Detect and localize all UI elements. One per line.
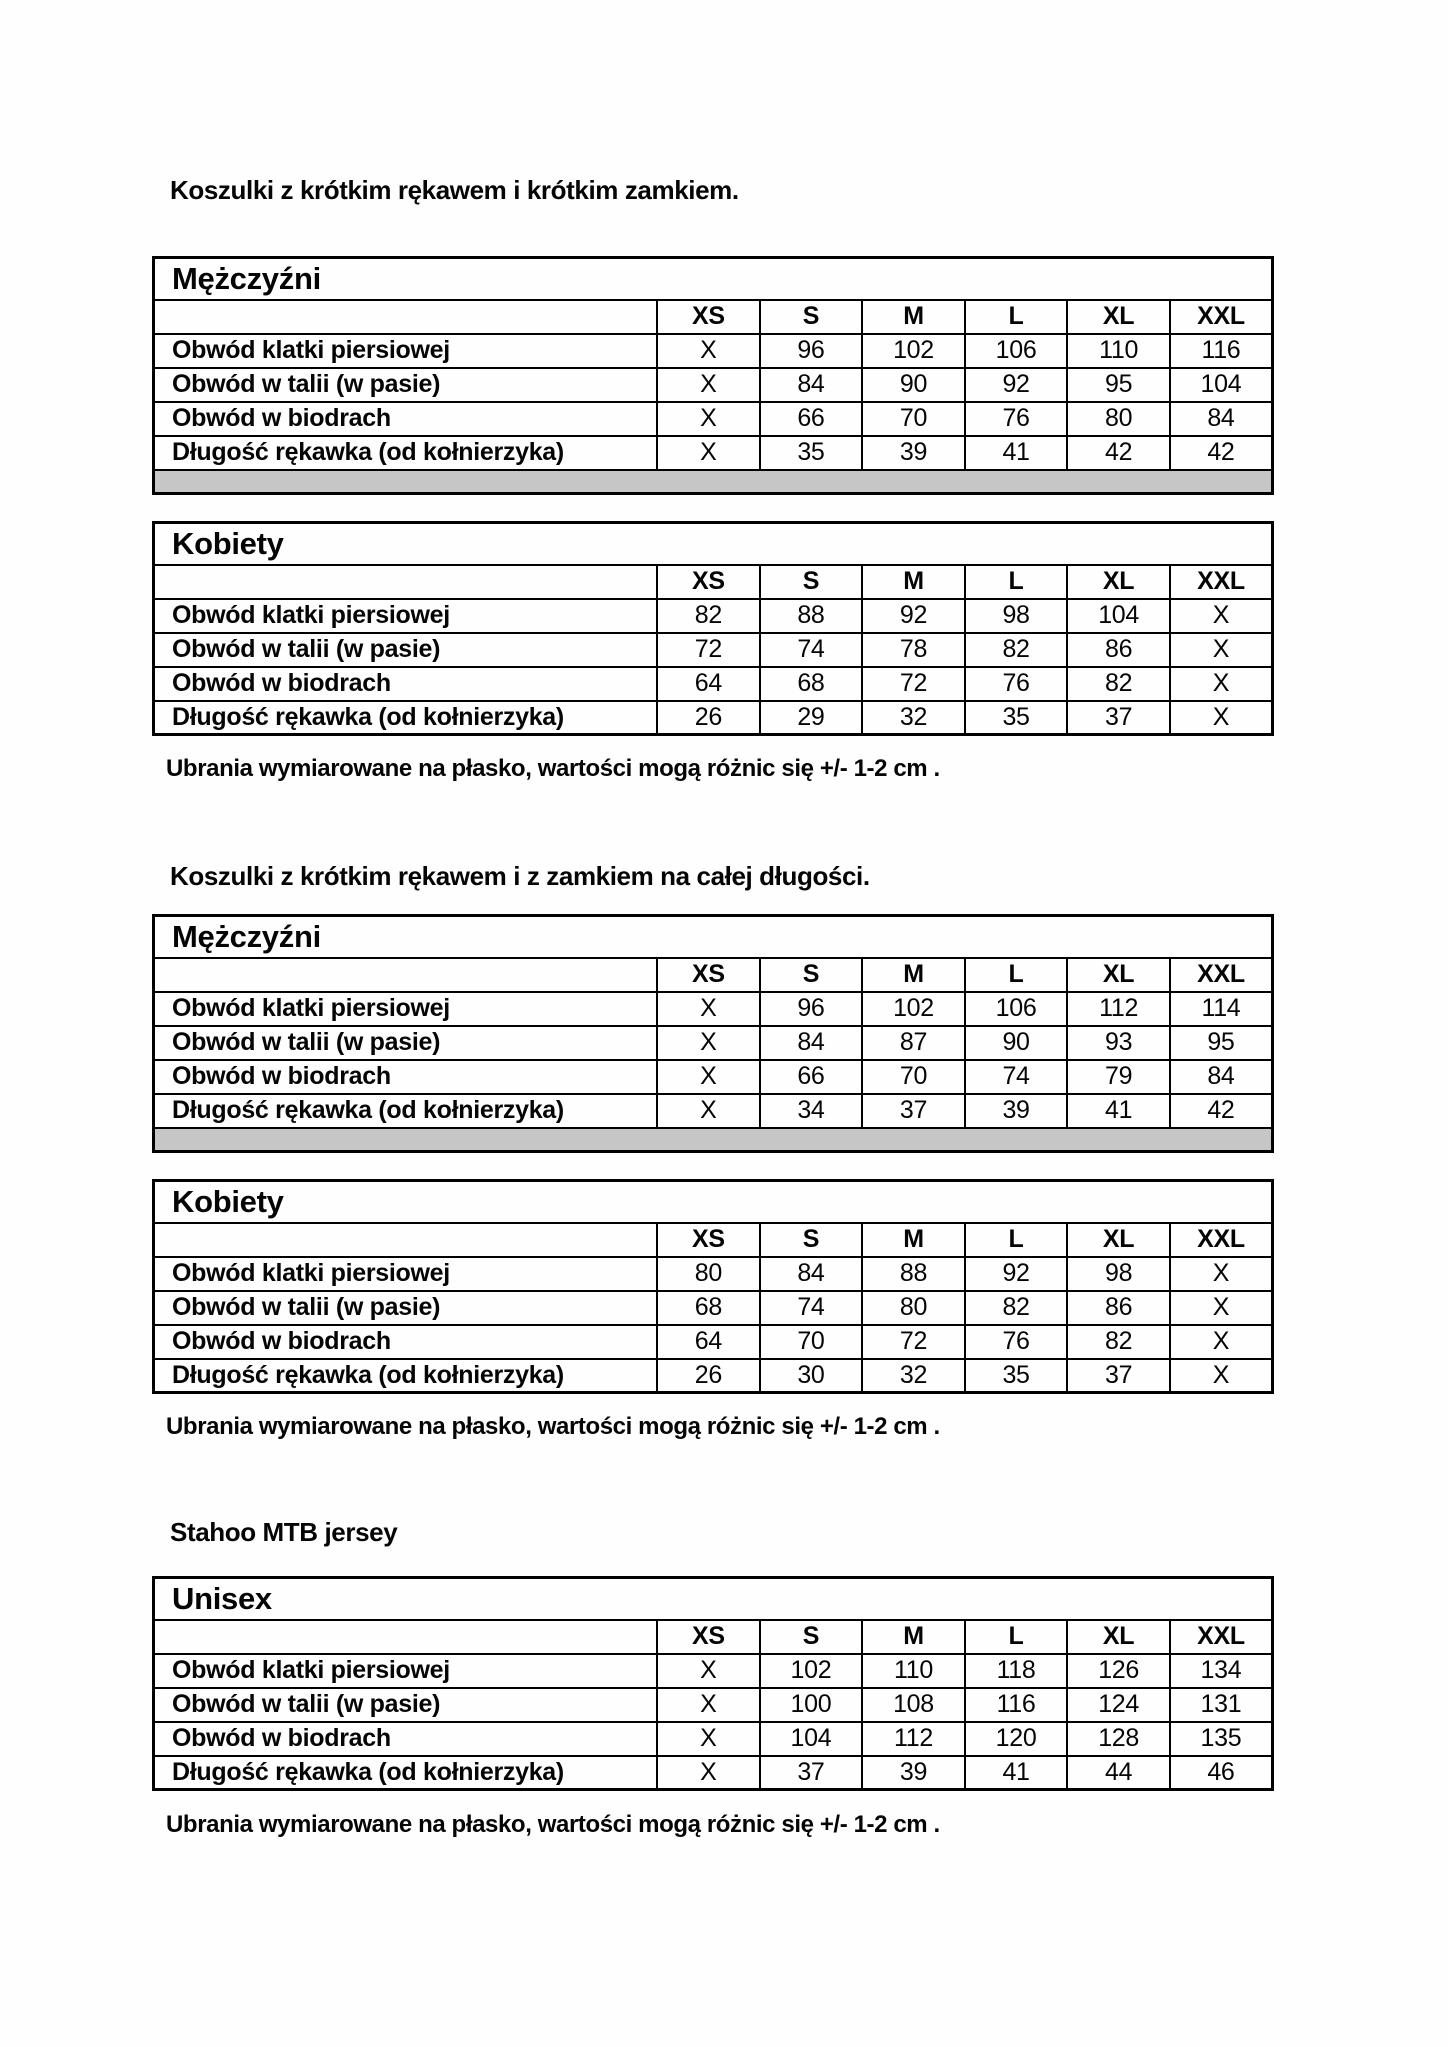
- row-label: Obwód klatki piersiowej: [154, 1654, 658, 1688]
- size-header: L: [965, 958, 1068, 992]
- cell-value: 32: [862, 1359, 965, 1393]
- note-measurement-disclaimer: Ubrania wymiarowane na płasko, wartości mogą różnic się +/- 1-2 cm .: [166, 1811, 940, 1838]
- cell-value: 92: [965, 368, 1068, 402]
- size-header: M: [862, 300, 965, 334]
- cell-value: 79: [1067, 1060, 1170, 1094]
- size-table-s3-unisex: [152, 1576, 1274, 1791]
- cell-value: 90: [862, 368, 965, 402]
- row-label: Obwód w biodrach: [154, 667, 658, 701]
- section-title: Koszulki z krótkim rękawem i z zamkiem na całej długości.: [170, 861, 870, 891]
- cell-value: X: [657, 1094, 760, 1128]
- cell-value: 78: [862, 633, 965, 667]
- size-header: XXL: [1170, 958, 1273, 992]
- cell-value: 102: [862, 992, 965, 1026]
- cell-value: 80: [657, 1257, 760, 1291]
- row-label: Obwód w biodrach: [154, 1060, 658, 1094]
- cell-value: 44: [1067, 1756, 1170, 1790]
- cell-value: 104: [760, 1722, 863, 1756]
- size-header: L: [965, 565, 1068, 599]
- size-header: S: [760, 565, 863, 599]
- cell-value: 37: [862, 1094, 965, 1128]
- cell-value: 80: [862, 1291, 965, 1325]
- cell-value: 102: [862, 334, 965, 368]
- size-header: M: [862, 1620, 965, 1654]
- section-title: Stahoo MTB jersey: [170, 1517, 398, 1547]
- row-label: Obwód w talii (w pasie): [154, 633, 658, 667]
- cell-value: 106: [965, 992, 1068, 1026]
- cell-value: 126: [1067, 1654, 1170, 1688]
- cell-value: 35: [965, 701, 1068, 735]
- separator-band: [154, 1128, 1273, 1152]
- separator-band: [154, 470, 1273, 494]
- row-label: Długość rękawka (od kołnierzyka): [154, 701, 658, 735]
- cell-value: 87: [862, 1026, 965, 1060]
- size-header: XL: [1067, 1223, 1170, 1257]
- cell-value: 76: [965, 1325, 1068, 1359]
- group-label: Kobiety: [154, 523, 1273, 565]
- cell-value: 114: [1170, 992, 1273, 1026]
- cell-value: X: [657, 334, 760, 368]
- size-table-s1-women: [152, 521, 1274, 736]
- cell-value: 68: [657, 1291, 760, 1325]
- cell-value: 42: [1170, 1094, 1273, 1128]
- group-label: Kobiety: [154, 1181, 1273, 1223]
- size-header: XS: [657, 565, 760, 599]
- cell-value: X: [657, 992, 760, 1026]
- cell-value: 70: [862, 402, 965, 436]
- row-label: Długość rękawka (od kołnierzyka): [154, 1359, 658, 1393]
- cell-value: 82: [657, 599, 760, 633]
- cell-value: 120: [965, 1722, 1068, 1756]
- row-label: Długość rękawka (od kołnierzyka): [154, 1756, 658, 1790]
- cell-value: 39: [862, 1756, 965, 1790]
- cell-value: 37: [760, 1756, 863, 1790]
- cell-value: X: [1170, 701, 1273, 735]
- cell-value: 131: [1170, 1688, 1273, 1722]
- cell-value: 112: [862, 1722, 965, 1756]
- cell-value: 74: [760, 1291, 863, 1325]
- size-table-s1-men: [152, 256, 1274, 495]
- size-header: XXL: [1170, 300, 1273, 334]
- corner-cell: [154, 300, 658, 334]
- cell-value: 41: [1067, 1094, 1170, 1128]
- corner-cell: [154, 958, 658, 992]
- cell-value: 39: [965, 1094, 1068, 1128]
- cell-value: X: [1170, 633, 1273, 667]
- cell-value: X: [657, 402, 760, 436]
- cell-value: 106: [965, 334, 1068, 368]
- cell-value: 29: [760, 701, 863, 735]
- cell-value: X: [657, 1654, 760, 1688]
- cell-value: 74: [760, 633, 863, 667]
- cell-value: 92: [965, 1257, 1068, 1291]
- cell-value: 32: [862, 701, 965, 735]
- cell-value: 76: [965, 402, 1068, 436]
- size-header: XL: [1067, 565, 1170, 599]
- cell-value: 90: [965, 1026, 1068, 1060]
- row-label: Obwód w biodrach: [154, 1325, 658, 1359]
- size-header: L: [965, 1620, 1068, 1654]
- cell-value: 116: [965, 1688, 1068, 1722]
- size-header: XL: [1067, 300, 1170, 334]
- row-label: Obwód w biodrach: [154, 402, 658, 436]
- size-header: M: [862, 958, 965, 992]
- size-table-s2-men: [152, 914, 1274, 1153]
- cell-value: 135: [1170, 1722, 1273, 1756]
- cell-value: 82: [1067, 667, 1170, 701]
- size-header: L: [965, 1223, 1068, 1257]
- size-header: XXL: [1170, 1223, 1273, 1257]
- cell-value: 30: [760, 1359, 863, 1393]
- note-measurement-disclaimer: Ubrania wymiarowane na płasko, wartości mogą różnic się +/- 1-2 cm .: [166, 755, 940, 782]
- size-header: M: [862, 1223, 965, 1257]
- corner-cell: [154, 1620, 658, 1654]
- row-label: Obwód w talii (w pasie): [154, 368, 658, 402]
- cell-value: 116: [1170, 334, 1273, 368]
- cell-value: X: [1170, 1257, 1273, 1291]
- size-header: XS: [657, 1620, 760, 1654]
- cell-value: X: [1170, 599, 1273, 633]
- cell-value: 88: [760, 599, 863, 633]
- row-label: Obwód w talii (w pasie): [154, 1291, 658, 1325]
- cell-value: 84: [1170, 402, 1273, 436]
- cell-value: X: [657, 1026, 760, 1060]
- cell-value: 66: [760, 1060, 863, 1094]
- corner-cell: [154, 1223, 658, 1257]
- cell-value: 95: [1067, 368, 1170, 402]
- cell-value: 118: [965, 1654, 1068, 1688]
- cell-value: 102: [760, 1654, 863, 1688]
- cell-value: 95: [1170, 1026, 1273, 1060]
- size-header: XL: [1067, 1620, 1170, 1654]
- row-label: Obwód w talii (w pasie): [154, 1688, 658, 1722]
- row-label: Obwód klatki piersiowej: [154, 1257, 658, 1291]
- cell-value: 37: [1067, 1359, 1170, 1393]
- cell-value: 76: [965, 667, 1068, 701]
- group-label: Unisex: [154, 1578, 1273, 1620]
- cell-value: X: [1170, 1291, 1273, 1325]
- cell-value: 64: [657, 1325, 760, 1359]
- cell-value: 82: [965, 1291, 1068, 1325]
- cell-value: 104: [1067, 599, 1170, 633]
- cell-value: 41: [965, 436, 1068, 470]
- cell-value: 70: [760, 1325, 863, 1359]
- cell-value: 104: [1170, 368, 1273, 402]
- cell-value: 92: [862, 599, 965, 633]
- cell-value: 82: [965, 633, 1068, 667]
- cell-value: 64: [657, 667, 760, 701]
- cell-value: 80: [1067, 402, 1170, 436]
- size-header: XS: [657, 300, 760, 334]
- section-title: Koszulki z krótkim rękawem i krótkim zamkiem.: [170, 175, 739, 205]
- size-table-s2-women: [152, 1179, 1274, 1394]
- group-label: Mężczyźni: [154, 258, 1273, 300]
- cell-value: 96: [760, 992, 863, 1026]
- cell-value: 110: [1067, 334, 1170, 368]
- cell-value: 72: [862, 1325, 965, 1359]
- size-header: M: [862, 565, 965, 599]
- cell-value: X: [1170, 667, 1273, 701]
- cell-value: 124: [1067, 1688, 1170, 1722]
- cell-value: 88: [862, 1257, 965, 1291]
- cell-value: 84: [760, 1257, 863, 1291]
- cell-value: X: [657, 436, 760, 470]
- cell-value: 39: [862, 436, 965, 470]
- cell-value: 98: [965, 599, 1068, 633]
- cell-value: X: [657, 1722, 760, 1756]
- size-header: XXL: [1170, 565, 1273, 599]
- cell-value: 26: [657, 701, 760, 735]
- cell-value: 46: [1170, 1756, 1273, 1790]
- size-header: S: [760, 1620, 863, 1654]
- cell-value: 110: [862, 1654, 965, 1688]
- cell-value: 86: [1067, 633, 1170, 667]
- size-header: S: [760, 958, 863, 992]
- row-label: Obwód klatki piersiowej: [154, 334, 658, 368]
- cell-value: X: [1170, 1325, 1273, 1359]
- row-label: Długość rękawka (od kołnierzyka): [154, 436, 658, 470]
- cell-value: 42: [1170, 436, 1273, 470]
- cell-value: 84: [760, 368, 863, 402]
- cell-value: 68: [760, 667, 863, 701]
- cell-value: 98: [1067, 1257, 1170, 1291]
- cell-value: 84: [760, 1026, 863, 1060]
- cell-value: 37: [1067, 701, 1170, 735]
- group-label: Mężczyźni: [154, 916, 1273, 958]
- cell-value: 42: [1067, 436, 1170, 470]
- size-header: XS: [657, 958, 760, 992]
- size-header: L: [965, 300, 1068, 334]
- cell-value: 66: [760, 402, 863, 436]
- row-label: Obwód w biodrach: [154, 1722, 658, 1756]
- size-header: XL: [1067, 958, 1170, 992]
- cell-value: 35: [760, 436, 863, 470]
- cell-value: 41: [965, 1756, 1068, 1790]
- cell-value: 26: [657, 1359, 760, 1393]
- cell-value: 84: [1170, 1060, 1273, 1094]
- cell-value: X: [1170, 1359, 1273, 1393]
- row-label: Obwód klatki piersiowej: [154, 992, 658, 1026]
- row-label: Długość rękawka (od kołnierzyka): [154, 1094, 658, 1128]
- cell-value: 35: [965, 1359, 1068, 1393]
- cell-value: 96: [760, 334, 863, 368]
- cell-value: 70: [862, 1060, 965, 1094]
- cell-value: 108: [862, 1688, 965, 1722]
- cell-value: 82: [1067, 1325, 1170, 1359]
- cell-value: 128: [1067, 1722, 1170, 1756]
- row-label: Obwód w talii (w pasie): [154, 1026, 658, 1060]
- cell-value: X: [657, 368, 760, 402]
- size-header: XS: [657, 1223, 760, 1257]
- cell-value: X: [657, 1756, 760, 1790]
- cell-value: 134: [1170, 1654, 1273, 1688]
- size-header: S: [760, 300, 863, 334]
- corner-cell: [154, 565, 658, 599]
- cell-value: X: [657, 1060, 760, 1094]
- size-header: S: [760, 1223, 863, 1257]
- cell-value: X: [657, 1688, 760, 1722]
- cell-value: 72: [657, 633, 760, 667]
- row-label: Obwód klatki piersiowej: [154, 599, 658, 633]
- cell-value: 72: [862, 667, 965, 701]
- cell-value: 74: [965, 1060, 1068, 1094]
- cell-value: 112: [1067, 992, 1170, 1026]
- size-header: XXL: [1170, 1620, 1273, 1654]
- note-measurement-disclaimer: Ubrania wymiarowane na płasko, wartości mogą różnic się +/- 1-2 cm .: [166, 1413, 940, 1440]
- cell-value: 86: [1067, 1291, 1170, 1325]
- cell-value: 93: [1067, 1026, 1170, 1060]
- cell-value: 100: [760, 1688, 863, 1722]
- cell-value: 34: [760, 1094, 863, 1128]
